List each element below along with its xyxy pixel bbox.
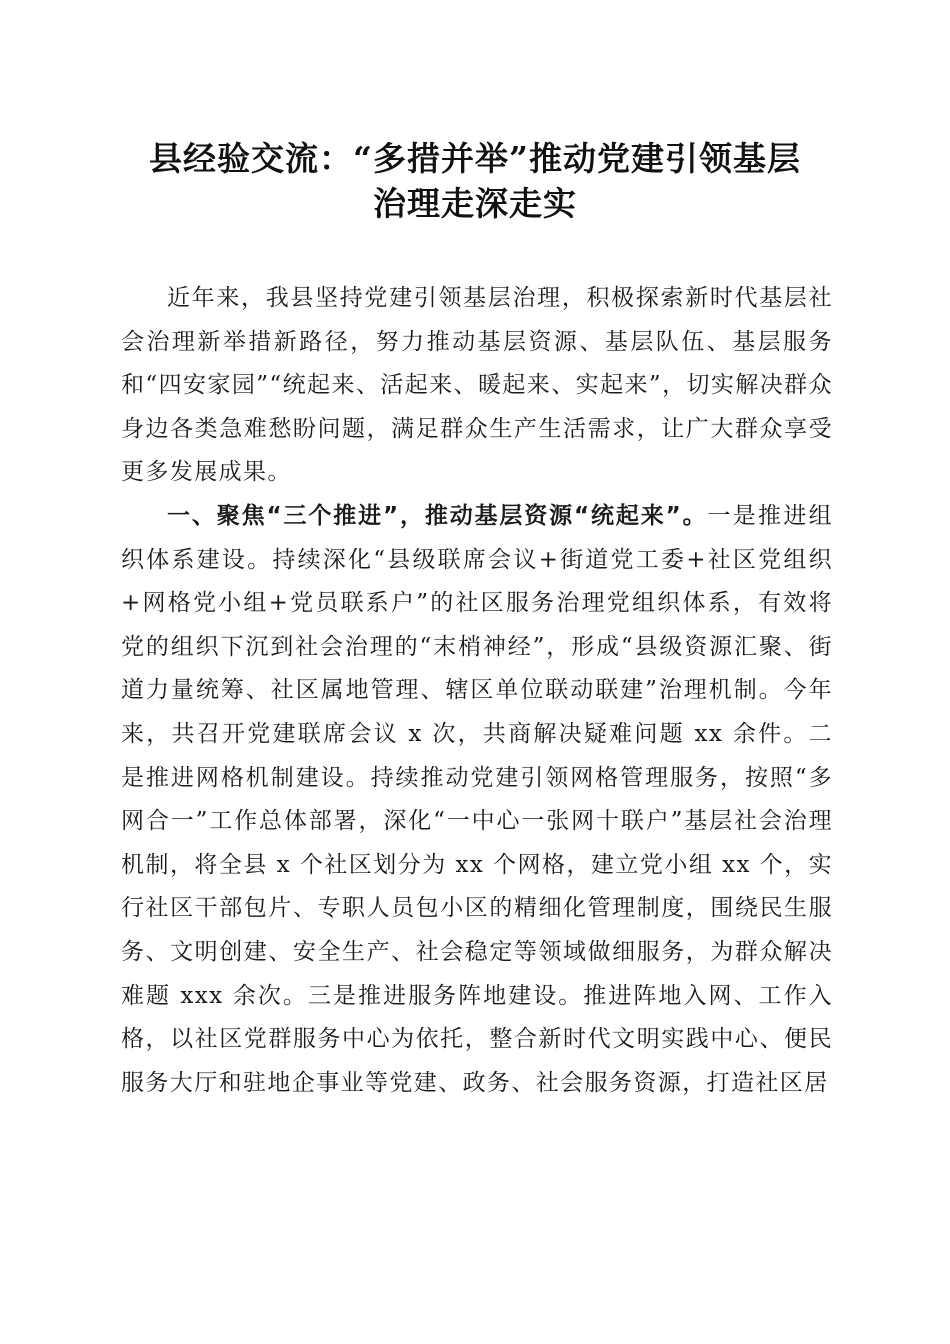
intro-paragraph: 近年来，我县坚持党建引领基层治理，积极探索新时代基层社会治理新举措新路径，努力推动基层资源、基层队伍、基层服务和“四安家园”“统起来、活起来、暖起来、实起来”，切实解决群众身边各类急难愁盼问题，满足群众生产生活需求，让广大群众享受更多发展成果。: [121, 285, 833, 486]
section-1-body: 一是推进组织体系建设。持续深化“县级联席会议+街道党工委+社区党组织+网格党小组+党员联系户”的社区服务治理党组织体系，有效将党的组织下沉到社会治理的“末梢神经”，形成“县级资源汇聚、街道力量统筹、社区属地管理、辖区单位联动联建”治理机制。今年来，共召开党建联席会议 x 次，共商解决疑难问题 xx 余件。二是推进网格机制建设。持续推动党建引领网格管理服务，按照“多网合一”工作总体部署，深化“一中心一张网十联户”基层社会治理机制，将全县 x 个社区划分为 xx 个网格，建立党小组 xx 个，实行社区干部包片、专职人员包小区的精细化管理制度，围绕民生服务、文明创建、安全生产、社会稳定等领域做细服务，为群众解决难题 xxx 余次。三是推进服务阵地建设。推进阵地入网、工作入格，以社区党群服务中心为依托，整合新时代文明实践中心、便民服务大厅和驻地企事业等党建、政务、社会服务资源，打造社区居: [121, 502, 834, 1096]
section-1-paragraph: [121, 495, 833, 1105]
title-line-2: 治理走深走实: [373, 184, 577, 223]
title-line-1: 县经验交流：“多措并举”推动党建引领基层: [149, 139, 801, 178]
document-body: [121, 277, 833, 1105]
section-1-heading: 一、聚焦“三个推进”，推动基层资源“统起来”。: [167, 502, 708, 529]
document-title: [110, 136, 840, 226]
